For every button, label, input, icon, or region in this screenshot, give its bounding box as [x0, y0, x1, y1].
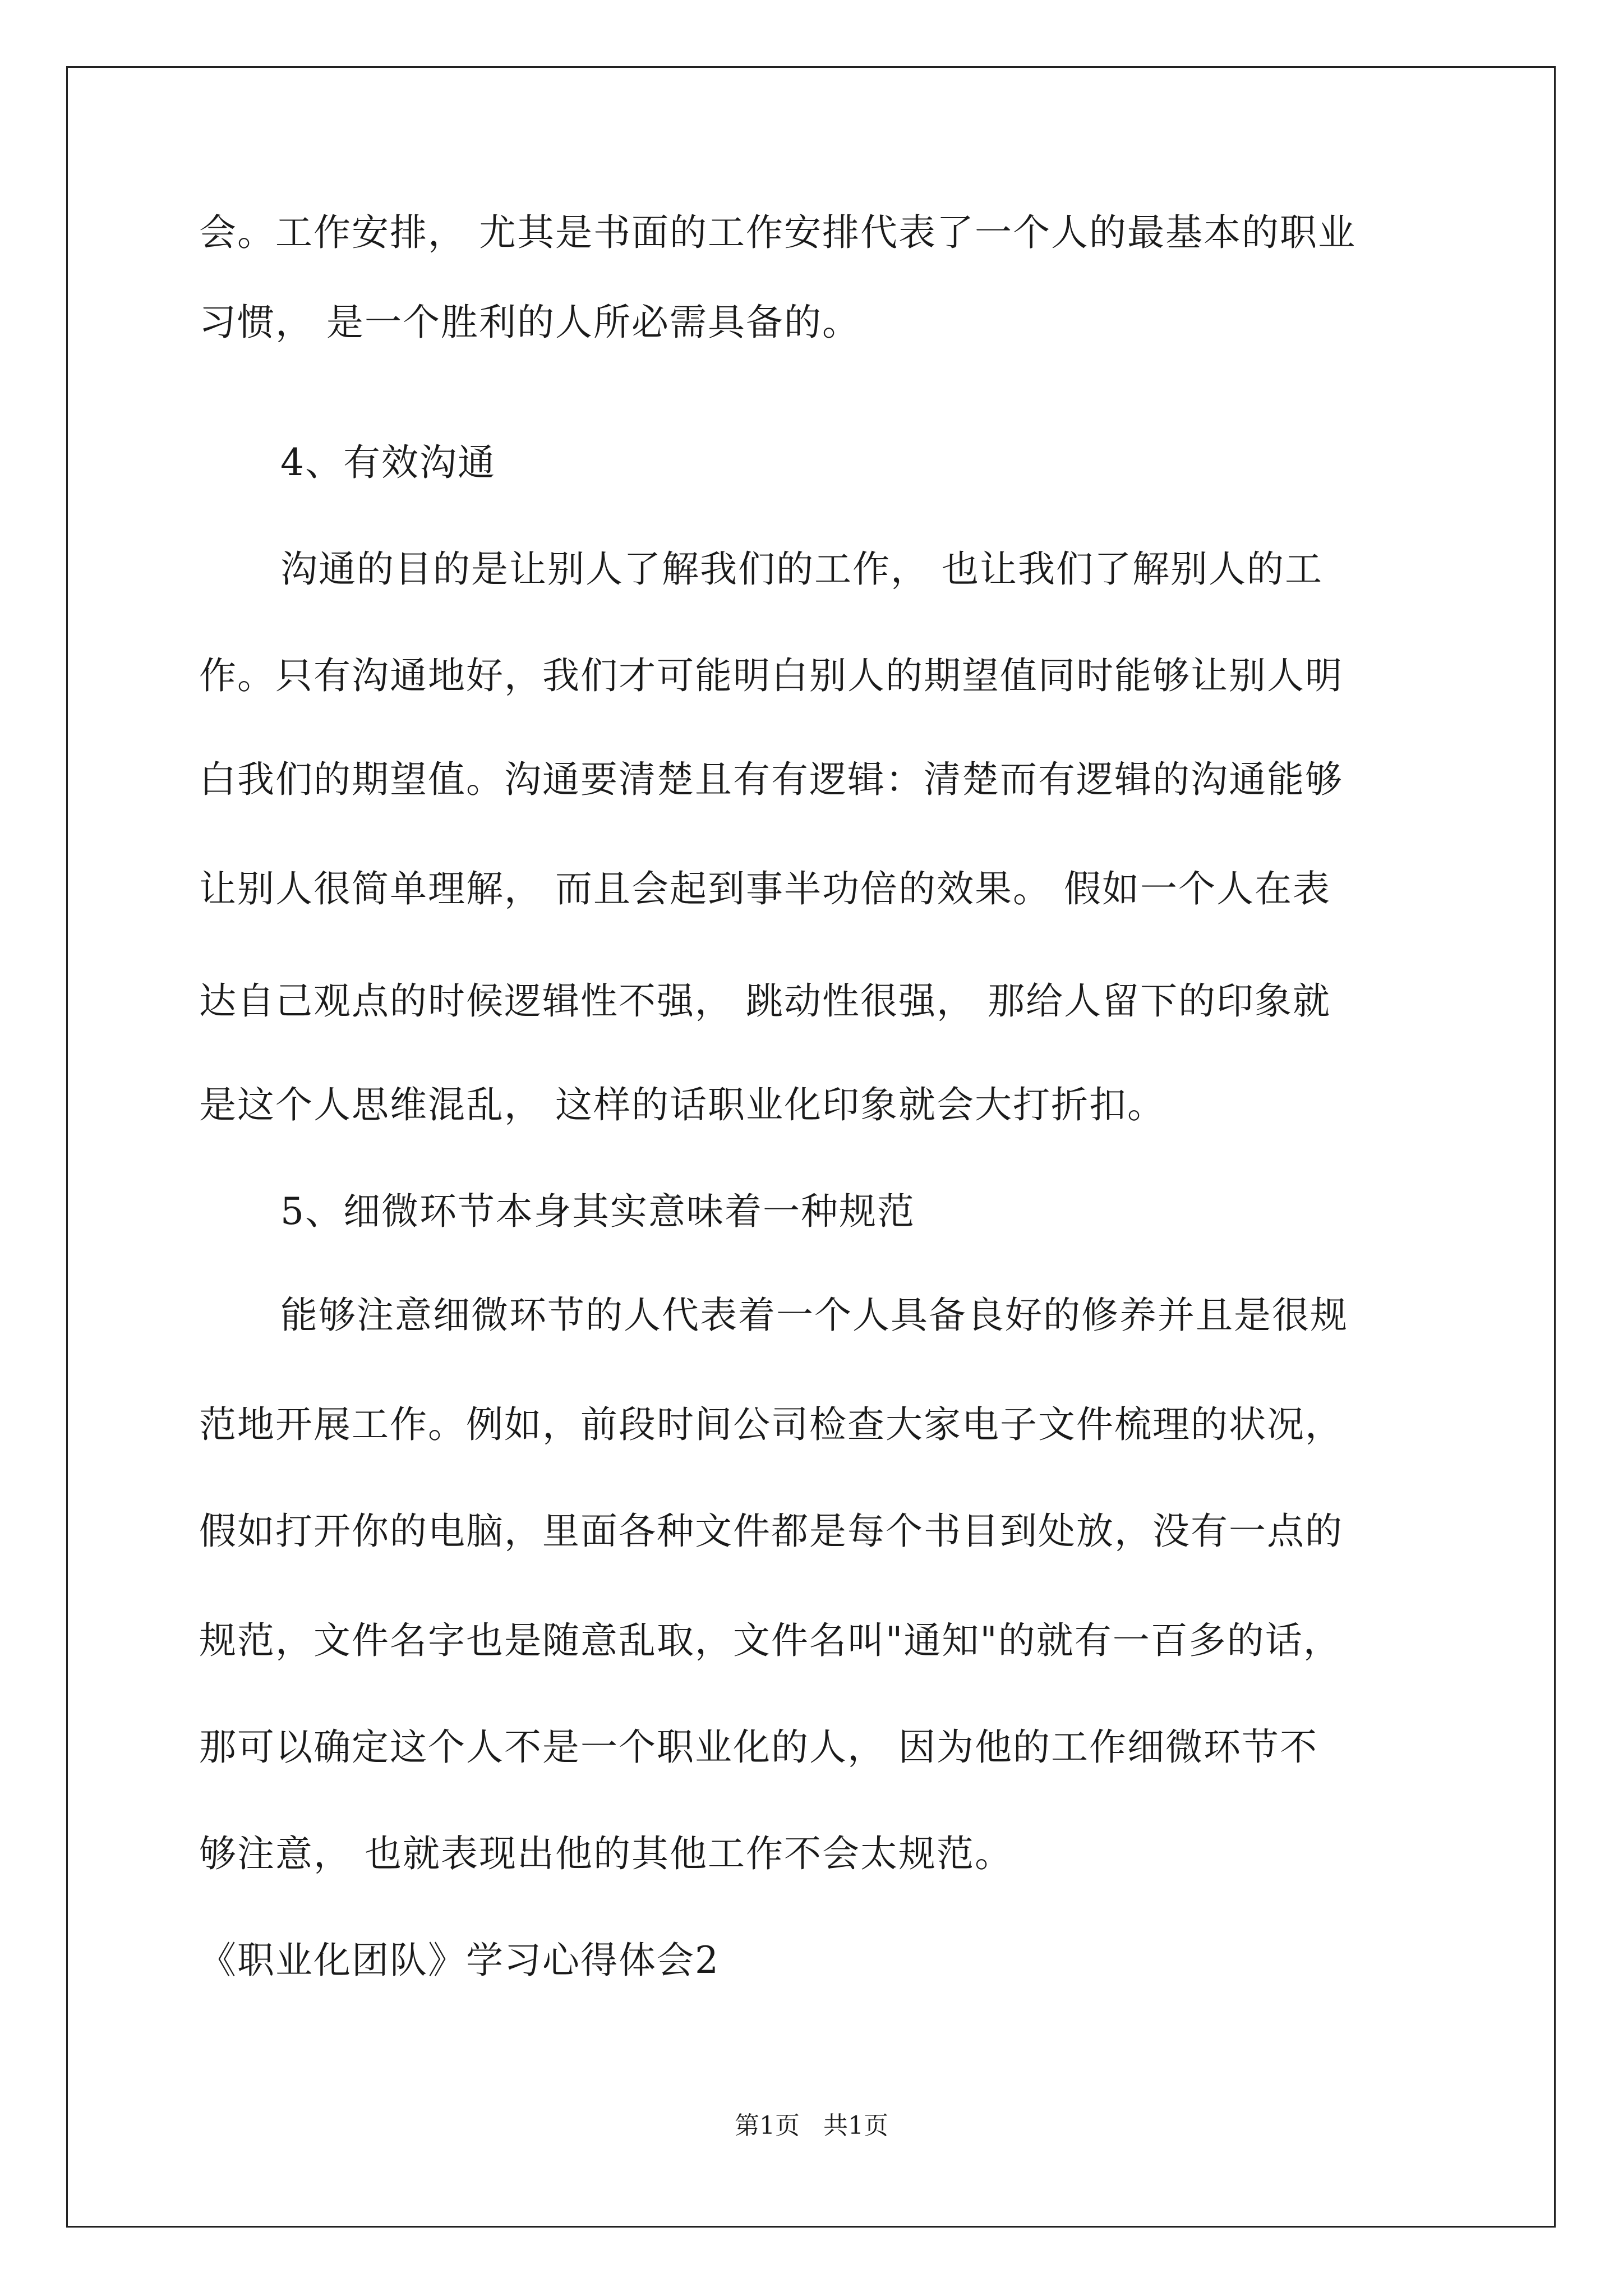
body-line-13: 那可以确定这个人不是一个职业化的人， 因为他的工作细微环节不 [199, 1726, 1318, 1769]
body-line-7: 达自己观点的时候逻辑性不强， 跳动性很强， 那给人留下的印象就 [199, 979, 1331, 1023]
section-heading-4: 4、有效沟通 [280, 441, 496, 484]
body-line-4: 作。只有沟通地好，我们才可能明白别人的期望值同时能够让别人明 [199, 654, 1343, 697]
body-line-3: 沟通的目的是让别人了解我们的工作， 也让我们了解别人的工 [280, 547, 1323, 591]
body-line-9: 能够注意细微环节的人代表着一个人具备良好的修养并且是很规 [280, 1294, 1348, 1337]
page-border [66, 66, 1556, 2228]
body-line-1: 会。工作安排， 尤其是书面的工作安排代表了一个人的最基本的职业 [199, 211, 1356, 254]
section-heading-5: 5、细微环节本身其实意味着一种规范 [280, 1190, 915, 1233]
section-title: 《职业化团队》学习心得体会2 [199, 1939, 720, 1982]
body-line-2: 习惯， 是一个胜利的人所必需具备的。 [199, 301, 860, 344]
body-line-8: 是这个人思维混乱， 这样的话职业化印象就会大打折扣。 [199, 1083, 1165, 1126]
page-footer: 第1页 共1页 [735, 2111, 888, 2140]
body-line-11: 假如打开你的电脑，里面各种文件都是每个书目到处放，没有一点的 [199, 1510, 1343, 1553]
body-line-12: 规范，文件名字也是随意乱取，文件名叫"通知"的就有一百多的话， [199, 1619, 1341, 1662]
body-line-14: 够注意， 也就表现出他的其他工作不会太规范。 [199, 1832, 1013, 1875]
body-line-5: 白我们的期望值。沟通要清楚且有有逻辑：清楚而有逻辑的沟通能够 [199, 758, 1343, 801]
body-line-6: 让别人很简单理解， 而且会起到事半功倍的效果。 假如一个人在表 [199, 867, 1331, 910]
body-line-10: 范地开展工作。例如，前段时间公司检查大家电子文件梳理的状况， [199, 1403, 1343, 1446]
